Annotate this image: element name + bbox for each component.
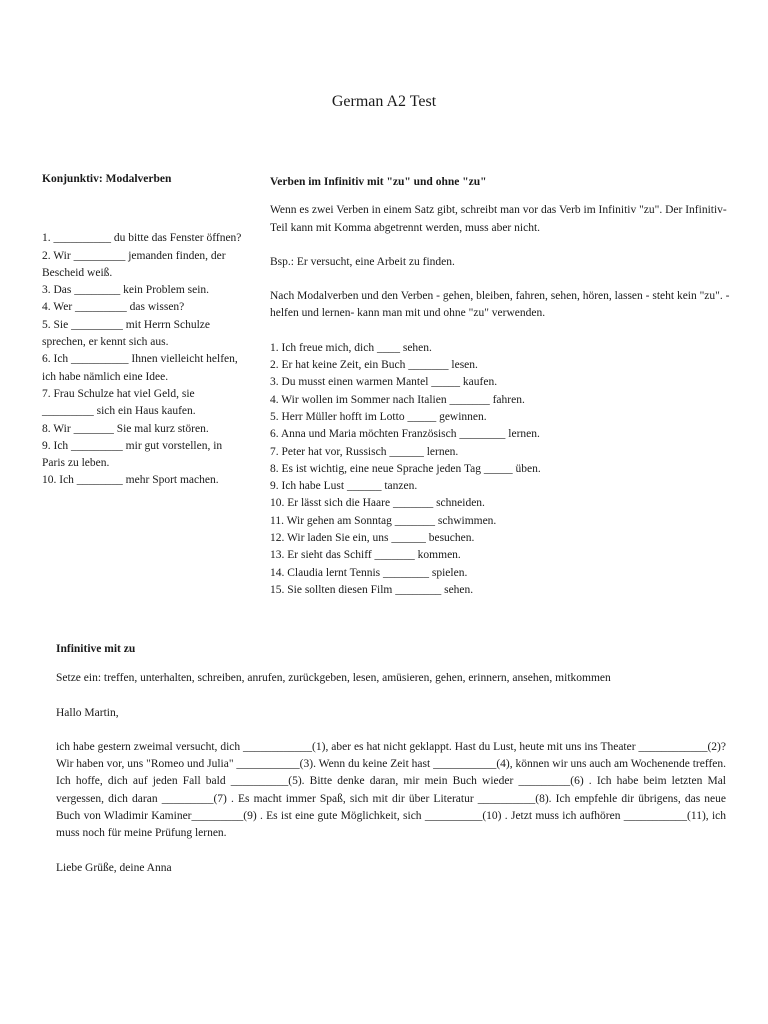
exercise-item: 7. Peter hat vor, Russisch ______ lernen. xyxy=(270,445,459,458)
exercise-item: 3. Das ________ kein Problem sein. xyxy=(42,284,210,297)
exercise-item: 1. __________ du bitte das Fenster öffnen? xyxy=(42,232,242,245)
exercise-item: 5. Herr Müller hofft im Lotto _____ gewinnen. xyxy=(270,410,487,423)
exercise-item: 12. Wir laden Sie ein, uns ______ besuchen. xyxy=(270,532,475,545)
infinitiv-list xyxy=(270,340,730,599)
letter-body: ich habe gestern zweimal versucht, dich ____________(1), aber es hat nicht geklappt. Hast du Lust, heute mit uns ins Theater ____________(2)? Wir haben vor, uns "Romeo und Julia" ___________(3). Wenn du keine Zeit hast ___________(4), können wir uns auch am Wochenende treffen. Ich hoffe, dich auf jeden Fall bald __________(5). Bitte denke daran, mir mein Buch wieder _________(6) . Ich habe beim letzten Mal vergessen, dich daran _________(7) . Es macht immer Spaß, sich mit dir über Literatur __________(8). Ich empfehle dir übrigens, das neue Buch von Wladimir Kaminer_________(9) . Es ist eine gute Möglichkeit, sich __________(10) . Jetzt muss ich aufhören ___________(11), ich muss noch für meine Prüfung lernen. xyxy=(56,740,726,840)
infinitiv-example: Bsp.: Er versucht, eine Arbeit zu finden. xyxy=(270,255,455,268)
infinitive-mit-zu-section xyxy=(56,641,726,894)
exercise-item: 3. Du musst einen warmen Mantel _____ kaufen. xyxy=(270,376,498,389)
letter-greeting: Hallo Martin, xyxy=(56,706,119,719)
infinitive-mit-zu-heading: Infinitive mit zu xyxy=(56,643,136,655)
exercise-item: 6. Ich __________ Ihnen vielleicht helfen, ich habe nämlich eine Idee. xyxy=(42,353,238,383)
exercise-item: 10. Er lässt sich die Haare _______ schneiden. xyxy=(270,497,485,510)
exercise-item: 9. Ich habe Lust ______ tanzen. xyxy=(270,480,418,493)
exercise-item: 9. Ich _________ mir gut vorstellen, in Paris zu leben. xyxy=(42,439,223,470)
exercise-item: 2. Wir _________ jemanden finden, der Bescheid weiß. xyxy=(42,249,226,279)
exercise-item: 14. Claudia lernt Tennis ________ spielen. xyxy=(270,566,468,579)
page-title: German A2 Test xyxy=(331,93,437,110)
exercise-item: 4. Wer _________ das wissen? xyxy=(42,301,185,314)
exercise-item: 5. Sie _________ mit Herrn Schulze sprechen, er kennt sich aus. xyxy=(42,318,211,349)
exercise-item: 7. Frau Schulze hat viel Geld, sie _________ sich ein Haus kaufen. xyxy=(42,387,196,418)
exercise-item: 8. Wir _______ Sie mal kurz stören. xyxy=(42,422,209,435)
exercise-item: 15. Sie sollten diesen Film ________ sehen. xyxy=(270,583,474,596)
exercise-item: 10. Ich ________ mehr Sport machen. xyxy=(42,474,219,487)
exercise-item: 13. Er sieht das Schiff _______ kommen. xyxy=(270,549,461,562)
exercise-item: 11. Wir gehen am Sonntag _______ schwimmen. xyxy=(270,514,497,527)
exercise-item: 8. Es ist wichtig, eine neue Sprache jeden Tag _____ üben. xyxy=(270,462,541,475)
infinitiv-rule: Nach Modalverben und den Verben - gehen, bleiben, fahren, sehen, hören, lassen - steht kein "zu". - helfen und lernen- kann man mit und ohne "zu" verwenden. xyxy=(270,290,730,320)
exercise-item: 1. Ich freue mich, dich ____ sehen. xyxy=(270,341,432,354)
letter-closing: Liebe Grüße, deine Anna xyxy=(56,861,172,874)
exercise-item: 4. Wir wollen im Sommer nach Italien _______ fahren. xyxy=(270,393,525,406)
infinitiv-section xyxy=(270,174,730,599)
infinitiv-heading: Verben im Infinitiv mit "zu" und ohne "zu" xyxy=(270,176,487,188)
exercise-item: 6. Anna und Maria möchten Französisch ________ lernen. xyxy=(270,428,540,441)
infinitiv-intro: Wenn es zwei Verben in einem Satz gibt, schreibt man vor das Verb im Infinitiv "zu". Der Infinitiv-Teil kann mit Komma abgetrennt werden, muss aber nicht. xyxy=(270,204,727,234)
word-bank-instruction: Setze ein: treffen, unterhalten, schreiben, anrufen, zurückgeben, lesen, amüsieren, gehen, erinnern, ansehen, mitkommen xyxy=(56,672,611,685)
modalverben-list xyxy=(42,230,242,489)
modalverben-section xyxy=(42,171,242,490)
modalverben-heading: Konjunktiv: Modalverben xyxy=(42,173,172,185)
exercise-item: 2. Er hat keine Zeit, ein Buch _______ lesen. xyxy=(270,359,478,372)
